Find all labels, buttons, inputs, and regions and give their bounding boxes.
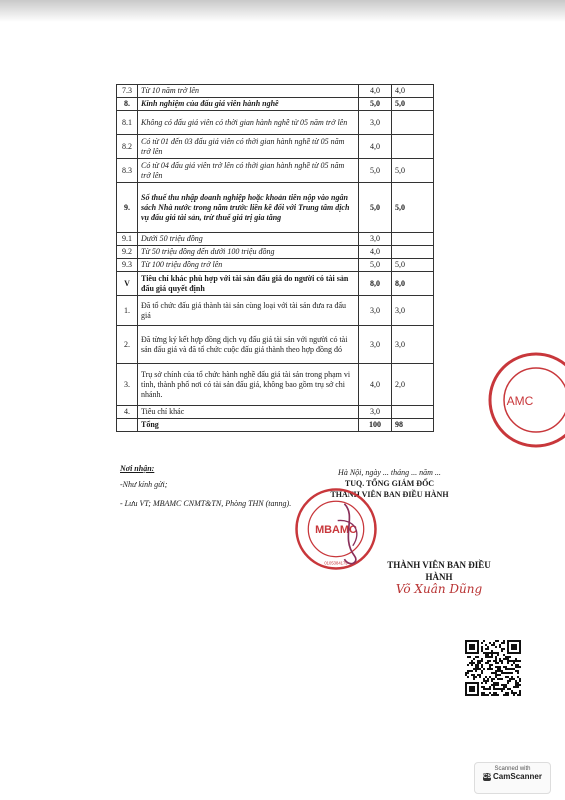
awarded-score: 98 (392, 419, 434, 432)
camscanner-logo-icon: CS (483, 773, 492, 780)
row-number: 8.3 (117, 159, 138, 183)
row-number: 3. (117, 364, 138, 406)
max-score: 4,0 (359, 135, 392, 159)
table-row (117, 296, 434, 326)
camscanner-watermark (474, 762, 551, 794)
place-date: Hà Nội, ngày ... tháng ... năm ... (338, 468, 441, 477)
awarded-score: 5,0 (392, 259, 434, 272)
awarded-score: 5,0 (392, 183, 434, 233)
max-score: 100 (359, 419, 392, 432)
recipient-line-1: -Như kính gửi; (120, 480, 168, 489)
criteria-score-table (116, 84, 434, 432)
sign-role-1: TUQ. TỔNG GIÁM ĐỐC (344, 479, 435, 488)
criterion-text: Tiêu chí khác (138, 406, 359, 419)
table-row (117, 233, 434, 246)
signer-title: THÀNH VIÊN BAN ĐIỀU HÀNH (387, 560, 491, 582)
awarded-score: 5,0 (392, 159, 434, 183)
max-score: 3,0 (359, 111, 392, 135)
table-row (117, 419, 434, 432)
row-number: 1. (117, 296, 138, 326)
criterion-text: Trụ sở chính của tổ chức hành nghề đấu giá tài sản trong phạm vi tỉnh, thành phố nơi có tài sản đấu giá, không bao gồm trụ sở chi nhánh. (138, 364, 359, 406)
awarded-score: 5,0 (392, 98, 434, 111)
scan-top-shadow (0, 0, 565, 22)
table-row (117, 159, 434, 183)
awarded-score: 3,0 (392, 296, 434, 326)
max-score: 4,0 (359, 85, 392, 98)
criterion-text: Không có đấu giá viên có thời gian hành nghề từ 05 năm trở lên (138, 111, 359, 135)
max-score: 5,0 (359, 98, 392, 111)
awarded-score (392, 233, 434, 246)
signer-name: Võ Xuân Dũng (395, 582, 483, 596)
row-number: V (117, 272, 138, 296)
signer-block (380, 559, 498, 595)
table-row (117, 85, 434, 98)
max-score: 4,0 (359, 364, 392, 406)
awarded-score (392, 246, 434, 259)
row-number (117, 419, 138, 432)
seal-code: 0105384179 (324, 560, 348, 566)
row-number: 8. (117, 98, 138, 111)
max-score: 8,0 (359, 272, 392, 296)
recipients-title: Nơi nhận: (120, 464, 155, 473)
criterion-text: Đã tổ chức đấu giá thành tài sản cùng loại với tài sản đưa ra đấu giá (138, 296, 359, 326)
table-row (117, 98, 434, 111)
table-row (117, 326, 434, 364)
max-score: 3,0 (359, 233, 392, 246)
max-score: 5,0 (359, 259, 392, 272)
row-number: 9. (117, 183, 138, 233)
row-number: 9.3 (117, 259, 138, 272)
awarded-score (392, 406, 434, 419)
company-seal-icon (294, 487, 378, 571)
max-score: 3,0 (359, 326, 392, 364)
table-row (117, 135, 434, 159)
awarded-score (392, 111, 434, 135)
table-row (117, 364, 434, 406)
sign-role-2: THÀNH VIÊN BAN ĐIỀU HÀNH (330, 490, 449, 499)
seal-logo-text: MBAMC (315, 524, 357, 537)
table-row (117, 259, 434, 272)
max-score: 5,0 (359, 159, 392, 183)
table-row (117, 246, 434, 259)
criterion-text: Từ 50 triệu đồng đến dưới 100 triệu đồng (138, 246, 359, 259)
awarded-score: 2,0 (392, 364, 434, 406)
row-number: 4. (117, 406, 138, 419)
max-score: 3,0 (359, 406, 392, 419)
table-row (117, 183, 434, 233)
scanned-with-label: Scanned with (494, 766, 531, 772)
criterion-text: Dưới 50 triệu đồng (138, 233, 359, 246)
camscanner-brand: CamScanner (493, 772, 542, 781)
row-number: 9.2 (117, 246, 138, 259)
partial-seal-text: AMC (506, 394, 534, 408)
awarded-score: 3,0 (392, 326, 434, 364)
criterion-text: Tiêu chí khác phù hợp với tài sản đấu giá do người có tài sản đấu giá quyết định (138, 272, 359, 296)
criterion-text: Từ 100 triệu đồng trở lên (138, 259, 359, 272)
recipient-line-2: - Lưu VT; MBAMC CNMT&TN, Phòng THN (tanng). (120, 499, 292, 508)
criterion-text: Có từ 01 đến 03 đấu giá viên có thời gian hành nghề từ 05 năm trở lên (138, 135, 359, 159)
row-number: 9.1 (117, 233, 138, 246)
awarded-score: 8,0 (392, 272, 434, 296)
table-row (117, 272, 434, 296)
criterion-text: Từ 10 năm trở lên (138, 85, 359, 98)
criterion-text: Kinh nghiệm của đấu giá viên hành nghề (138, 98, 359, 111)
table-row (117, 111, 434, 135)
criterion-text: Tổng (138, 419, 359, 432)
awarded-score (392, 135, 434, 159)
row-number: 8.2 (117, 135, 138, 159)
criterion-text: Đã từng ký kết hợp đồng dịch vụ đấu giá tài sản với người có tài sản đấu giá và đã tổ chức cuộc đấu giá thành theo hợp đồng đó (138, 326, 359, 364)
max-score: 4,0 (359, 246, 392, 259)
row-number: 2. (117, 326, 138, 364)
criterion-text: Số thuế thu nhập doanh nghiệp hoặc khoản tiền nộp vào ngân sách Nhà nước trong năm trước liền kề đối với Trung tâm dịch vụ đấu giá tài sản, trừ thuế giá trị gia tăng (138, 183, 359, 233)
max-score: 5,0 (359, 183, 392, 233)
qr-code-icon (465, 640, 521, 696)
recipients-block (120, 464, 291, 518)
partial-seal-icon (476, 350, 565, 450)
table-row (117, 406, 434, 419)
awarded-score: 4,0 (392, 85, 434, 98)
max-score: 3,0 (359, 296, 392, 326)
row-number: 8.1 (117, 111, 138, 135)
criterion-text: Có từ 04 đấu giá viên trở lên có thời gian hành nghề từ 05 năm trở lên (138, 159, 359, 183)
row-number: 7.3 (117, 85, 138, 98)
